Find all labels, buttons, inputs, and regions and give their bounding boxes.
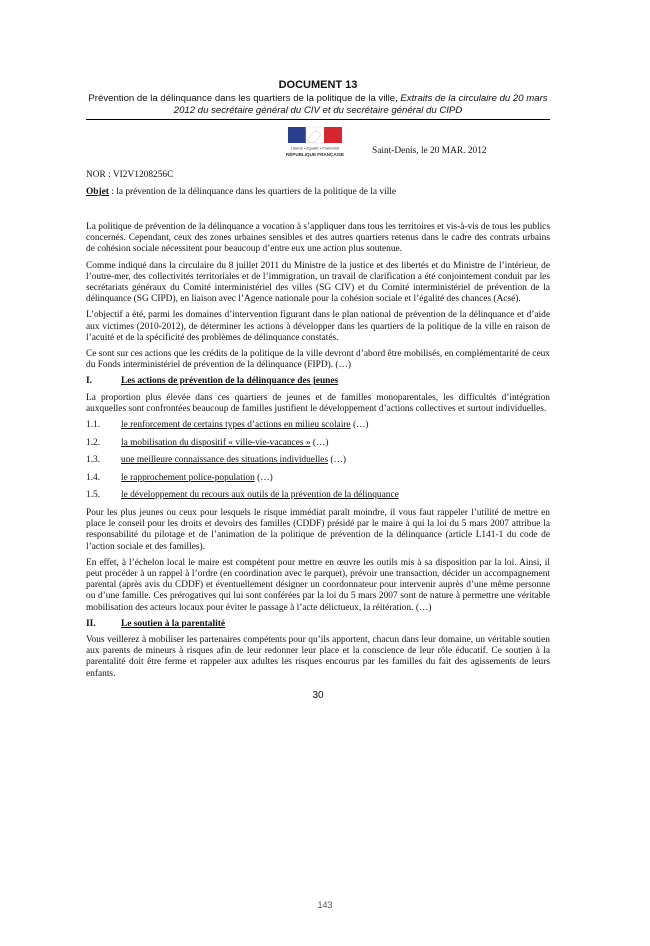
- paragraph-objectif: L’objectif a été, parmi les domaines d’intervention figurant dans le plan national de prévention de la délinquance et d’aide aux victimes (2010-2012), de déterminer les actions à développer dans les quartiers de la politique de la ville en raison de l’acuité et de la spécificité des problèmes de délinquance constatés.: [86, 310, 550, 343]
- list-item-number: 1.4.: [86, 472, 101, 483]
- logo-red-band: [324, 127, 342, 143]
- section-1-intro: La proportion plus élevée dans ces quartiers de jeunes et de familles monoparentales, les difficultés d’intégration auxquelles sont confrontées beaucoup de familles justifient le développement d’actions collectives et surtout individuelles.: [86, 392, 550, 414]
- logo-motto: Liberté • Égalité • Fraternité: [290, 145, 340, 151]
- objet-label: Objet: [86, 186, 109, 197]
- title-rule: [86, 119, 550, 120]
- paragraph-maire: En effet, à l’échelon local le maire est compétent pour mettre en œuvre les outils mis à sa disposition par la loi. Ainsi, il peut procéder à un rappel à l’ordre (en coordination avec le parquet), prévoir une transaction, décider un accompagnement parental (après avis du CDDF) et éventuellement désigner un coordonnateur pour intervenir auprès d’une même personne ou d’une famille. Ces prérogatives qui lui sont conférées par la loi du 5 mars 2007 sont de nature à permettre une véritable mobilisation des acteurs locaux pour éviter le passage à l’acte délictueux, la réitération. (…): [86, 557, 550, 613]
- list-item: [86, 420, 550, 431]
- section-1-number: I.: [86, 376, 92, 387]
- list-item-text: une meilleure connaissance des situations individuelles: [121, 455, 328, 466]
- section-2-title: Le soutien à la parentalité: [121, 618, 225, 629]
- list-item-number: 1.5.: [86, 490, 101, 501]
- document-subtitle: [86, 93, 550, 117]
- place-date: Saint-Denis, le 20 MAR. 2012: [372, 145, 487, 156]
- subtitle-italic: Extraits de la circulaire du 20 mars 2012 du secrétaire général du CIV et du secrétaire général du CIPD: [173, 93, 548, 116]
- section-2-text: Vous veillerez à mobiliser les partenaires compétents pour qu’ils apportent, chacun dans leur domaine, un véritable soutien aux parents de mineurs à risques afin de leur redonner leur place et la conscience de leur rôle éducatif. Ce soutien à la parentalité doit être ferme et rappeler aux adultes les risques encourus par les familles du fait des agissements de leurs enfants.: [86, 635, 550, 679]
- list-item-suffix: (…): [350, 420, 369, 431]
- list-item-text: le développement du recours aux outils de la prévention de la délinquance: [121, 490, 399, 501]
- section-1-heading: [86, 376, 550, 387]
- list-item-number: 1.1.: [86, 420, 101, 431]
- letterhead: [86, 124, 550, 166]
- list-item-text: le rapprochement police-population: [121, 472, 255, 483]
- paragraph-circulaire: Comme indiqué dans la circulaire du 8 juillet 2011 du Ministre de la justice et des libertés et du Ministre de l’intérieur, de l’outre-mer, des collectivités territoriales et de l’immigration, un travail de clarification a été conjointement conduit par les secrétariats généraux du Comité interministériel des villes (SG CIV) et du Comité interministériel de prévention de la délinquance (SG CIPD), en liaison avec l’Agence nationale pour la cohésion sociale et l’égalité des chances (Acsé).: [86, 260, 550, 305]
- marianne-logo-icon: [278, 126, 352, 162]
- list-item-text: le renforcement de certains types d’actions en milieu scolaire: [121, 420, 351, 431]
- list-item-suffix: (…): [327, 455, 346, 466]
- list-item-number: 1.3.: [86, 455, 101, 466]
- subtitle-plain: Prévention de la délinquance dans les quartiers de la politique de la ville,: [88, 93, 401, 104]
- paragraph-intro: La politique de prévention de la délinquance a vocation à s’appliquer dans tous les territoires et vis-à-vis de tous les publics concernés. Cependant, ceux des zones urbaines sensibles et des autres quartiers retenus dans le cadre des contrats urbains de cohésion sociale nécessitent pour beaucoup d’entre eux une action plus soutenue.: [86, 222, 550, 255]
- paragraph-credits: Ce sont sur ces actions que les crédits de la politique de la ville devront d’abord être mobilisés, en complémentarité de ceux du Fonds interministériel de prévention de la délinquance (FIPD). (…): [86, 349, 550, 371]
- logo-blue-band: [288, 127, 306, 143]
- section-2-heading: [86, 619, 550, 630]
- section-2-number: II.: [86, 618, 96, 629]
- list-item: [86, 455, 550, 466]
- list-item: [86, 473, 550, 484]
- footer-page-number: 143: [317, 900, 333, 910]
- section-1-title: Les actions de prévention de la délinquance des jeunes: [121, 376, 339, 387]
- list-item-suffix: (…): [254, 472, 273, 483]
- list-item: [86, 438, 550, 449]
- page-number: 30: [312, 689, 324, 701]
- list-item-text: la mobilisation du dispositif « ville-vie-vacances »: [121, 437, 311, 448]
- list-item: [86, 490, 550, 501]
- objet-text: : la prévention de la délinquance dans les quartiers de la politique de la ville: [108, 186, 397, 197]
- list-item-suffix: (…): [310, 437, 329, 448]
- nor-reference: NOR : VI2V1208256C: [86, 169, 174, 180]
- paragraph-cddf: Pour les plus jeunes ou ceux pour lesquels le risque immédiat paraît moindre, il vous faut rappeler l’utilité de mettre en place le conseil pour les droits et devoirs des familles (CDDF) présidé par le maire à qui la loi du 5 mars 2007 attribue la responsabilité du pilotage et de l’animation de la politique de prévention de la délinquance (article L141-1 du code de l’action sociale et des familles).: [86, 508, 550, 552]
- document-title: DOCUMENT 13: [278, 79, 358, 91]
- list-item-number: 1.2.: [86, 437, 101, 448]
- document-page: [86, 70, 550, 701]
- objet-line: [86, 187, 550, 198]
- republique-francaise-logo: [278, 126, 352, 162]
- logo-name: RÉPUBLIQUE FRANÇAISE: [285, 151, 345, 157]
